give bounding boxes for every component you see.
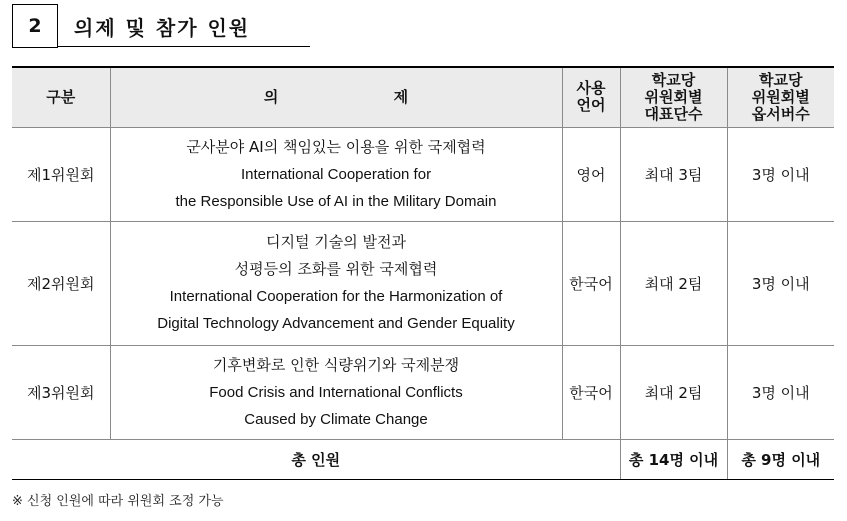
- observers-cell: 3명 이내: [727, 345, 834, 439]
- agenda-line-ko: 디지털 기술의 발전과: [266, 233, 406, 251]
- agenda-cell: [110, 127, 562, 221]
- committee-name: 제1위원회: [12, 127, 110, 221]
- agenda-line-en: International Cooperation for the Harmonization of: [169, 288, 503, 305]
- agenda-line-en: Caused by Climate Change: [244, 410, 428, 428]
- header-observers-line: 위원회별: [751, 87, 810, 106]
- total-observers: 총 9명 이내: [727, 439, 834, 479]
- language-cell: 한국어: [562, 345, 620, 439]
- section-title: 의제 및 참가 인원: [74, 16, 251, 40]
- teams-cell: 최대 2팀: [620, 221, 727, 345]
- agenda-cell: [110, 221, 562, 345]
- header-observers-line: 옵서버수: [751, 104, 810, 123]
- header-agenda: 의 제: [110, 67, 562, 127]
- agenda-line-ko: 성평등의 조화를 위한 국제협력: [234, 260, 438, 278]
- agenda-line-en: Food Crisis and International Conflicts: [209, 383, 463, 401]
- header-teams-line: 대표단수: [644, 104, 703, 123]
- header-teams-line: 학교당: [651, 70, 696, 89]
- teams-cell: 최대 3팀: [620, 127, 727, 221]
- language-cell: 한국어: [562, 221, 620, 345]
- observers-cell: 3명 이내: [727, 221, 834, 345]
- observers-cell: 3명 이내: [727, 127, 834, 221]
- footnote: ※ 신청 인원에 따라 위원회 조정 가능: [12, 494, 224, 509]
- header-teams-line: 위원회별: [644, 87, 703, 106]
- committee-name: 제3위원회: [12, 345, 110, 439]
- agenda-line-ko: 기후변화로 인한 식량위기와 국제분쟁: [212, 355, 460, 374]
- header-observers: [727, 67, 834, 127]
- header-language-line: 사용: [576, 79, 606, 98]
- agenda-line-ko: 군사분야 AI의 책임있는 이용을 위한 국제협력: [186, 137, 486, 156]
- total-label: 총 인원: [12, 439, 620, 479]
- agenda-line-en: the Responsible Use of AI in the Military Domain: [175, 192, 497, 210]
- total-teams: 총 14명 이내: [620, 439, 727, 479]
- agenda-cell: [110, 345, 562, 439]
- section-underline: [58, 46, 310, 47]
- header-row: [12, 67, 834, 127]
- language-cell: 영어: [562, 127, 620, 221]
- table-row: [12, 127, 834, 221]
- header-language: [562, 67, 620, 127]
- header-category: 구분: [12, 67, 110, 127]
- table-row: [12, 221, 834, 345]
- agenda-line-en: International Cooperation for: [240, 165, 432, 183]
- section-number: 2: [12, 4, 58, 48]
- header-language-line: 언어: [576, 96, 606, 115]
- agenda-line-en: Digital Technology Advancement and Gender Equality: [157, 315, 515, 332]
- total-row: [12, 439, 834, 479]
- table-row: [12, 345, 834, 439]
- section-header: [12, 4, 310, 50]
- teams-cell: 최대 2팀: [620, 345, 727, 439]
- header-observers-line: 학교당: [759, 70, 803, 89]
- agenda-table: [12, 66, 834, 480]
- committee-name: 제2위원회: [12, 221, 110, 345]
- header-teams: [620, 67, 727, 127]
